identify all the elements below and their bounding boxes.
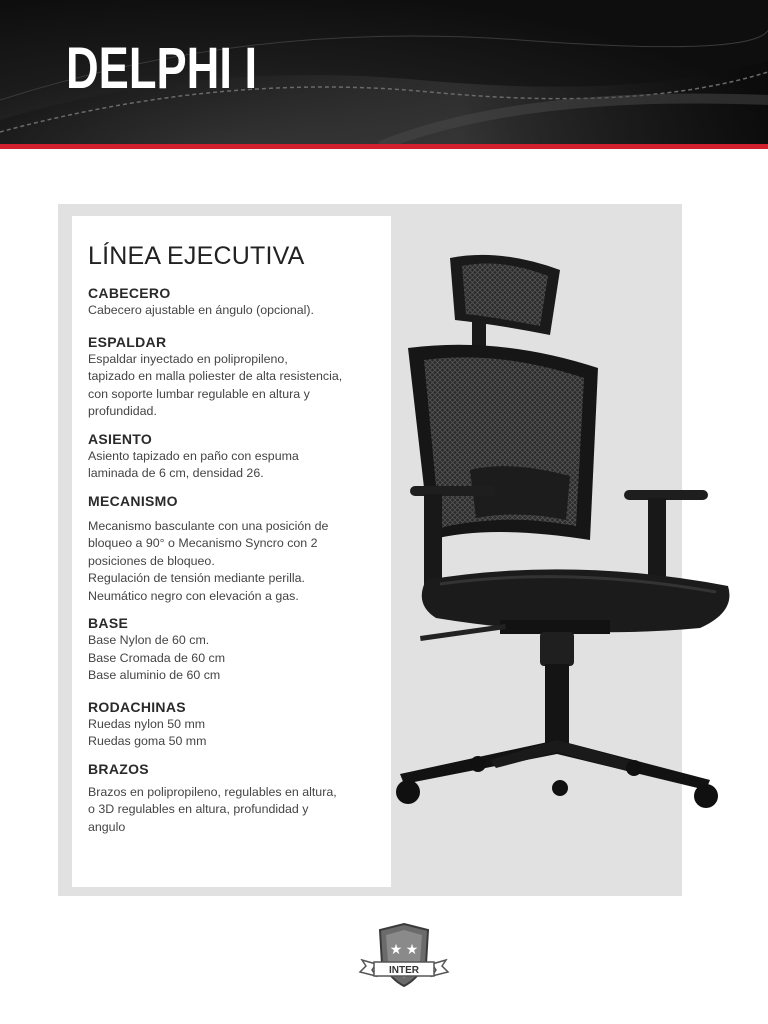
spec-text: Cabecero ajustable en ángulo (opcional). (88, 303, 314, 317)
spec-item-base (88, 615, 391, 685)
spec-text: Mecanismo basculante con una posición de bloqueo a 90° o Mecanismo Syncro con 2 posiciones de bloqueo. Regulación de tensión mediante perilla. Neumático negro con elevación a gas. (88, 518, 329, 603)
spec-label: BRAZOS (88, 760, 149, 777)
spec-label: RODACHINAS (88, 698, 186, 715)
header-banner (0, 0, 768, 146)
spec-label: BASE (88, 615, 129, 631)
spec-heading: LÍNEA EJECUTIVA (88, 242, 305, 270)
spec-item-espaldar (88, 334, 391, 421)
spec-card (72, 216, 391, 887)
svg-text:★: ★ (389, 942, 403, 958)
logo-text: INTER (389, 965, 419, 976)
spec-item-mecanismo (88, 493, 391, 606)
spec-item-rodachinas (88, 699, 391, 751)
spec-item-asiento (88, 431, 391, 483)
svg-text:★: ★ (405, 942, 419, 958)
spec-label: ASIENTO (88, 430, 153, 447)
header-accent-stripe (0, 144, 768, 149)
spec-text: Espaldar inyectado en polipropileno, tapizado en malla poliester de alta resistencia, con soporte lumbar regulable en altura y profundidad. (88, 351, 343, 418)
two-stars-shield-icon (356, 920, 452, 992)
spec-item-brazos (88, 761, 391, 837)
spec-text: Base Nylon de 60 cm. Base Cromada de 60 cm Base aluminio de 60 cm (88, 633, 226, 682)
spec-text: Asiento tapizado en paño con espuma laminada de 6 cm, densidad 26. (88, 448, 299, 480)
spec-label: CABECERO (88, 285, 171, 301)
spec-text: Brazos en polipropileno, regulables en altura, o 3D regulables en altura, profundidad y angulo (88, 784, 337, 834)
spec-text: Ruedas nylon 50 mm Ruedas goma 50 mm (88, 716, 207, 748)
spec-label: ESPALDAR (88, 333, 167, 350)
product-title: DELPHI I (66, 36, 258, 101)
spec-item-cabecero (88, 285, 391, 320)
spec-label: MECANISMO (88, 492, 178, 509)
office-chair-icon (380, 240, 750, 820)
